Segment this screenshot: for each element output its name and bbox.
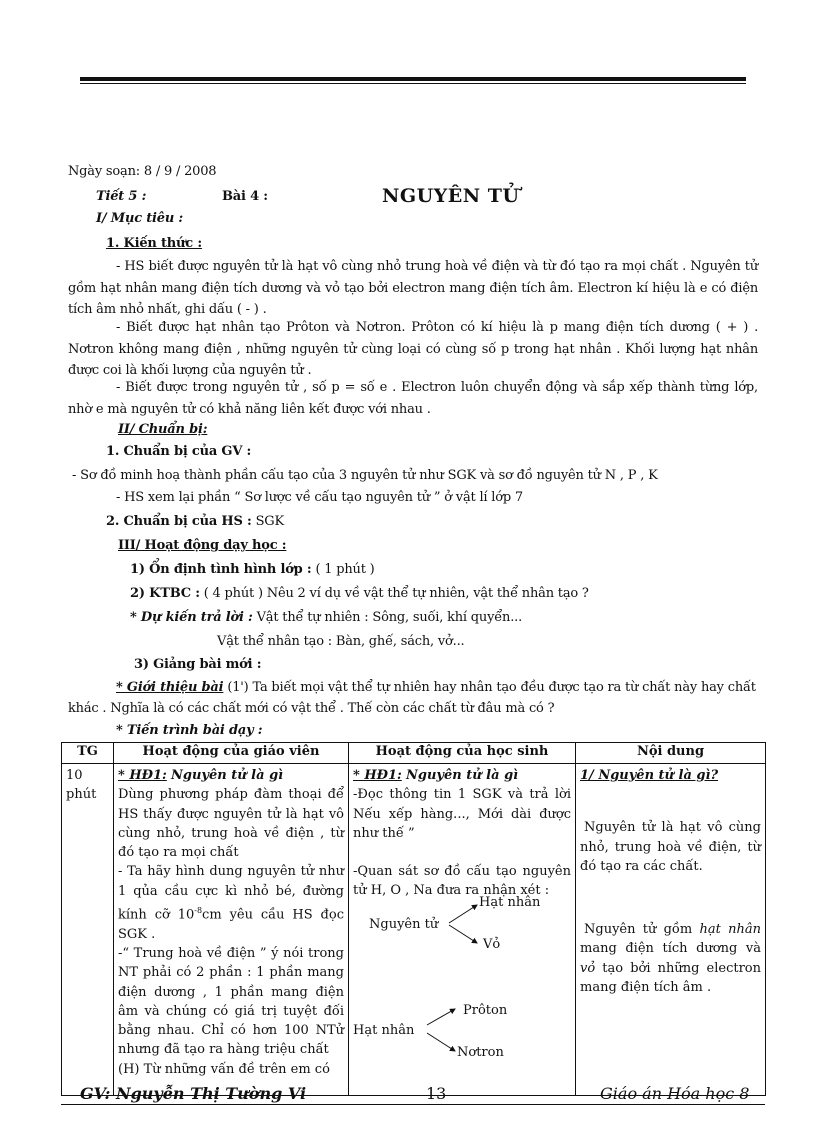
teacher-hd-prefix: * HĐ1: — [118, 768, 167, 783]
student-activity-cell — [349, 764, 576, 1096]
content-p2-post: tạo bởi những electron mang điện tích âm . — [580, 960, 761, 996]
header-rule-thick — [80, 77, 746, 81]
gv-prep-item-1: - Sơ đồ minh hoạ thành phần cấu tạo của 3 nguyên tử như SGK và sơ đồ nguyên tử N , P , K — [72, 468, 658, 483]
teacher-activity-title — [118, 766, 344, 785]
student-activity-title — [353, 766, 571, 785]
time-value: 10 phút — [66, 768, 97, 803]
content-paragraph-1: Nguyên tử là hạt vô cùng nhỏ, trung hoà về điện, từ đó tạo ra các chất. — [580, 820, 761, 874]
activity-3-label: 3) Giảng bài mới : — [134, 657, 262, 672]
gv-prep-heading: 1. Chuẩn bị của GV : — [106, 444, 252, 459]
footer-rule — [61, 1104, 765, 1105]
date-line: Ngày soạn: 8 / 9 / 2008 — [68, 164, 217, 179]
content-cell — [576, 764, 766, 1096]
teacher-hd-title: Nguyên tử là gì — [170, 768, 284, 783]
teacher-text-2 — [118, 862, 344, 944]
answer-label: * Dự kiến trả lời : — [130, 610, 253, 625]
objective-paragraph-2: - Biết được hạt nhân tạo Prôton và Nơtron. Prôton có kí hiệu là p mang điện tích dương ( + ) . Nơtron không mang điện , những nguyên tử cùng loại có cùng số p trong hạt nhân . Khối lượng hạt nhân được coi là khối lượng của nguyên tử . — [68, 320, 758, 378]
hs-prep-heading: 2. Chuẩn bị của HS : — [106, 514, 252, 529]
objective-paragraph-3: - Biết được trong nguyên tử , số p = số e . Electron luôn chuyển động và sắp xếp thành từng lớp, nhờ e mà nguyên tử có khả năng liên kết được với nhau . — [68, 380, 758, 417]
page-number: 13 — [426, 1084, 447, 1103]
objective-paragraph-1: - HS biết được nguyên tử là hạt vô cùng nhỏ trung hoà về điện và từ đó tạo ra mọi chất . Nguyên tử gồm hạt nhân mang điện tích dương và vỏ tạo bởi electron mang điện tích âm. Electron kí hiệu là e có điện tích âm nhỏ nhất, ghi dấu ( - ) . — [68, 259, 758, 317]
intro-line-1 — [116, 680, 756, 696]
header-time: TG — [62, 743, 114, 764]
lesson-label: Bài 4 : — [222, 189, 268, 204]
intro-label: * Giới thiệu bài — [116, 680, 224, 695]
hs-prep-line — [106, 514, 284, 530]
activity-1-label: 1) Ổn định tình hình lớp : — [130, 562, 312, 577]
teacher-text-3: -“ Trung hoà về điện ” ý nói trong NT phải có 2 phần : 1 phần mang điện dương , 1 phần mang điện âm và chúng có giá trị tuyệt đối bằng nhau. Chỉ có hơn 100 NTử nhưng đã tạo ra hàng triệu chất — [118, 946, 344, 1058]
diagram-atom-nucleus: Hạt nhân — [479, 894, 541, 910]
teacher-text-2-post: cm yêu cầu HS đọc SGK . — [118, 907, 344, 942]
diagram-nucleus-root: Hạt nhân — [353, 1022, 415, 1038]
teacher-activity-cell — [114, 764, 349, 1096]
activity-2-value: ( 4 phút ) Nêu 2 ví dụ về vật thể tự nhiên, vật thể nhân tạo ? — [203, 586, 589, 601]
activity-2-line — [130, 586, 589, 602]
content-p2-pre: Nguyên tử gồm — [584, 922, 693, 938]
prep-heading: II/ Chuẩn bị: — [118, 422, 208, 437]
intro-time: (1') — [227, 680, 249, 695]
activity-1-line — [130, 562, 375, 578]
page-title: NGUYÊN TỬ — [382, 185, 520, 207]
atom-diagram — [353, 894, 571, 957]
activity-2-label: 2) KTBC : — [130, 586, 200, 601]
student-text-2: -Quan sát sơ đồ cấu tạo nguyên tử H, O , Na đưa ra nhận xét : — [353, 864, 571, 899]
student-text-1: -Đọc thông tin 1 SGK và trả lời Nếu xếp hàng..., Mới dài được như thế ” — [353, 787, 571, 841]
diagram-atom-arrows — [443, 901, 483, 951]
footer-book: Giáo án Hóa học 8 — [600, 1084, 750, 1103]
header-student-activity: Hoạt động của học sinh — [349, 743, 576, 764]
period-label: Tiết 5 : — [96, 189, 147, 204]
teacher-text-2-pre: - Ta hãy hình dung nguyên tử như 1 qủa cầu cực kì nhỏ bé, đường kính cỡ 10 — [118, 864, 344, 923]
intro-text-1: Ta biết mọi vật thể tự nhiên hay nhân tạo đều được tạo ra từ chất này hay chất — [252, 680, 756, 695]
time-cell — [62, 764, 114, 1096]
activity-1-value: ( 1 phút ) — [315, 562, 375, 577]
answer-value: Vật thể tự nhiên : Sông, suối, khí quyển... — [256, 610, 523, 625]
table-header-row — [62, 743, 766, 764]
nucleus-diagram — [353, 1002, 571, 1063]
content-paragraph-2 — [580, 920, 761, 997]
content-title: 1/ Nguyên tử là gì? — [580, 768, 719, 783]
content-p2-mid: mang điện tích dương và — [580, 941, 761, 957]
diagram-nucleus-neutron: Nơtron — [457, 1044, 504, 1060]
student-hd-title: Nguyên tử là gì — [405, 768, 519, 783]
header-teacher-activity: Hoạt động của giáo viên — [114, 743, 349, 764]
objectives-heading: I/ Mục tiêu : — [96, 211, 184, 226]
answer-line-2: Vật thể nhân tạo : Bàn, ghế, sách, vở... — [217, 634, 465, 649]
diagram-atom-root: Nguyên tử — [369, 916, 439, 932]
table-row — [62, 764, 766, 1096]
teacher-text-1: Dùng phương pháp đàm thoại để HS thấy được nguyên tử là hạt vô cùng nhỏ, trung hoà về điện , từ đó tạo ra mọi chất — [118, 787, 344, 861]
content-p2-nucleus: hạt nhân — [699, 922, 761, 938]
activities-heading: III/ Hoạt động dạy học : — [118, 538, 287, 553]
diagram-nucleus-proton: Prôton — [463, 1002, 508, 1018]
diagram-atom-shell: Vỏ — [483, 936, 501, 952]
diagram-nucleus-arrows — [423, 1007, 463, 1059]
hs-prep-value: SGK — [255, 514, 284, 529]
lesson-plan-table — [61, 742, 766, 1096]
process-label: * Tiến trình bài dạy : — [116, 723, 263, 738]
knowledge-heading: 1. Kiến thức : — [106, 236, 202, 251]
student-hd-prefix: * HĐ1: — [353, 768, 402, 783]
header-rule-thin — [80, 83, 746, 84]
gv-prep-item-2: - HS xem lại phần “ Sơ lược về cấu tạo nguyên tử ” ở vật lí lớp 7 — [116, 490, 524, 505]
answer-line — [130, 610, 522, 626]
footer-teacher: GV: Nguyễn Thị Tường Vi — [80, 1084, 307, 1103]
header-content: Nội dung — [576, 743, 766, 764]
intro-text-2: khác . Nghĩa là có các chất mới có vật thể . Thế còn các chất từ đâu mà có ? — [68, 701, 555, 716]
content-p2-shell: vỏ — [580, 960, 596, 976]
exponent: -8 — [194, 906, 203, 916]
teacher-text-4: (H) Từ những vấn đề trên em có — [118, 1061, 330, 1077]
